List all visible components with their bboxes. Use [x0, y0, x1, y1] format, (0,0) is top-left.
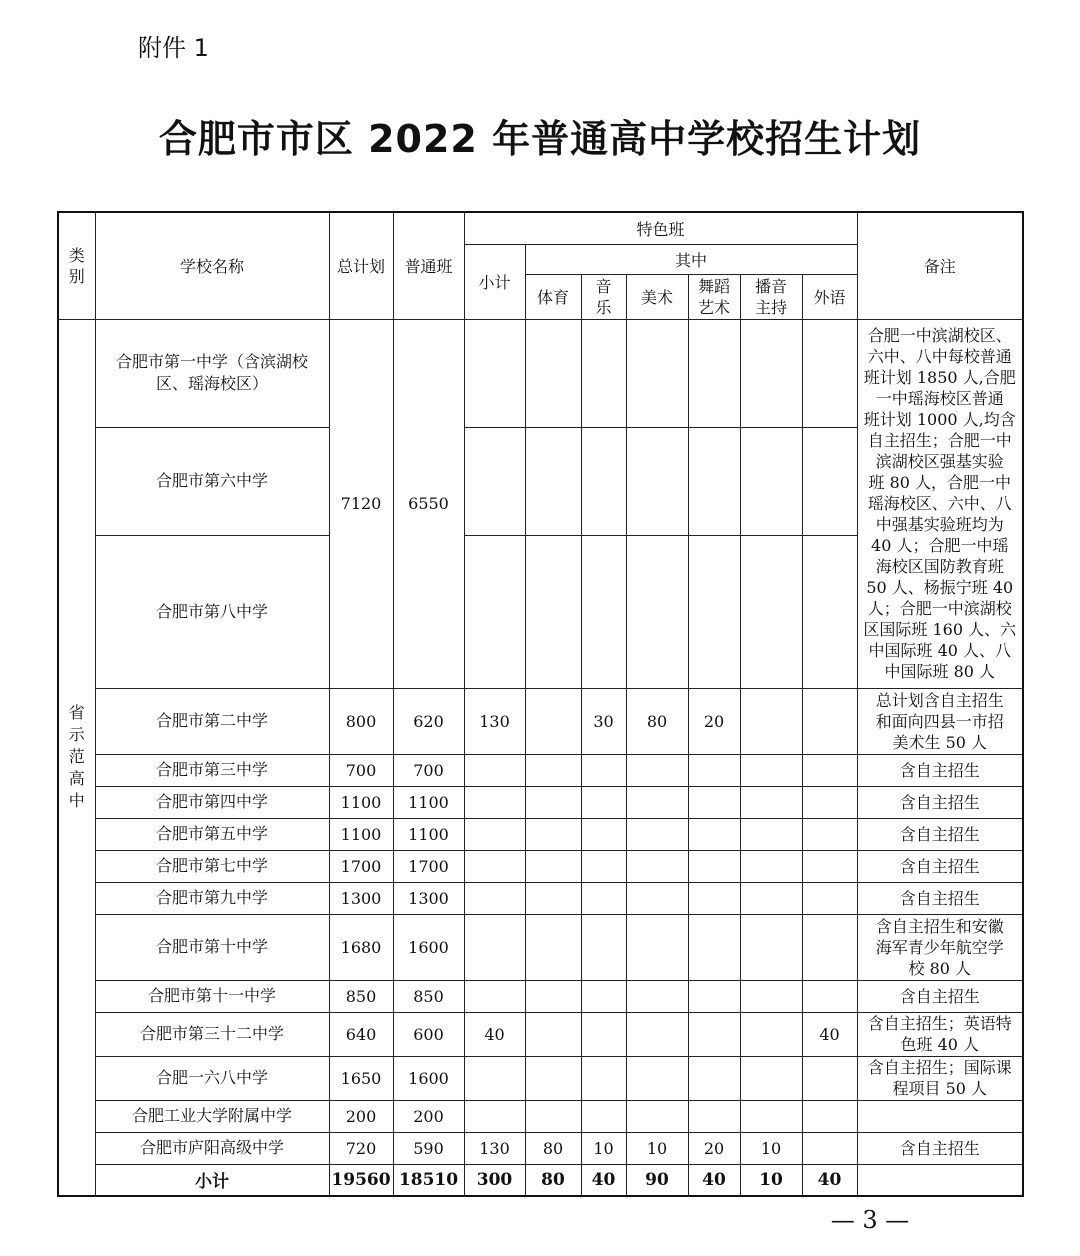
art-cell: 10	[626, 1132, 688, 1164]
pe-cell	[525, 914, 581, 980]
total-plan-cell: 720	[329, 1132, 393, 1164]
language-cell	[802, 850, 857, 882]
music-cell	[581, 914, 626, 980]
total-plan-cell: 1680	[329, 914, 393, 980]
music-cell	[581, 882, 626, 914]
note-line: 海校区国防教育班	[875, 557, 1004, 576]
note-line: 50 人、杨振宁班 40	[866, 578, 1014, 597]
regular-class-cell: 6550	[393, 319, 464, 688]
note-line: 含自主招生	[899, 1138, 980, 1158]
art-cell	[626, 535, 688, 688]
dance-cell	[688, 1056, 740, 1100]
note-line: 中强基实验班均为	[875, 515, 1004, 534]
note-line: 校 80 人	[908, 958, 972, 978]
header-special-class: 特色班	[464, 212, 857, 244]
dance-sum: 40	[688, 1164, 740, 1196]
pe-cell	[525, 427, 581, 535]
language-cell	[802, 818, 857, 850]
dance-cell	[688, 980, 740, 1012]
header-category-char-2: 别	[68, 266, 85, 286]
regular-class-cell: 620	[393, 688, 464, 754]
note-line: 40 人；合肥一中瑶	[871, 536, 1009, 555]
broadcast-cell	[740, 1056, 802, 1100]
note-line: 程项目 50 人	[892, 1079, 988, 1098]
pe-cell	[525, 535, 581, 688]
pe-cell	[525, 688, 581, 754]
music-cell	[581, 786, 626, 818]
notes-cell	[857, 914, 1023, 980]
dance-cell	[688, 786, 740, 818]
regular-class-cell: 200	[393, 1100, 464, 1132]
header-broadcast	[740, 274, 802, 319]
table-body	[58, 212, 1023, 1196]
subtotal-cell: 130	[464, 688, 525, 754]
subtotal-cell	[464, 818, 525, 850]
dance-cell	[688, 1100, 740, 1132]
broadcast-cell	[740, 850, 802, 882]
header-art: 美术	[626, 274, 688, 319]
category-char: 高	[68, 769, 85, 789]
note-line: 滨湖校区强基实验	[875, 452, 1004, 471]
table-row	[58, 850, 1023, 882]
header-music	[581, 274, 626, 319]
broadcast-cell	[740, 754, 802, 786]
language-cell	[802, 688, 857, 754]
table-row	[58, 818, 1023, 850]
table-row	[58, 688, 1023, 754]
note-line: 含自主招生	[899, 986, 980, 1006]
school-name: 合肥市第四中学	[95, 786, 329, 818]
school-name	[95, 535, 329, 688]
art-cell	[626, 1012, 688, 1056]
school-name-line: 合肥市第八中学	[155, 601, 268, 621]
regular-class-cell: 590	[393, 1132, 464, 1164]
subtotal-cell	[464, 1100, 525, 1132]
total-plan-cell: 640	[329, 1012, 393, 1056]
music-cell	[581, 850, 626, 882]
dance-cell: 20	[688, 688, 740, 754]
subtotal-cell	[464, 850, 525, 882]
broadcast-cell	[740, 535, 802, 688]
category-char: 示	[68, 725, 85, 745]
category-char: 范	[68, 747, 85, 767]
note-line: 美术生 50 人	[892, 732, 988, 752]
total-plan-cell: 1100	[329, 786, 393, 818]
broadcast-cell	[740, 882, 802, 914]
notes-cell	[857, 1056, 1023, 1100]
school-name: 合肥市第十中学	[95, 914, 329, 980]
music-cell	[581, 1012, 626, 1056]
total-plan-cell: 1300	[329, 882, 393, 914]
language-cell	[802, 786, 857, 818]
broadcast-cell	[740, 1100, 802, 1132]
subtotal-cell	[464, 882, 525, 914]
note-line: 含自主招生	[899, 760, 980, 780]
language-cell	[802, 535, 857, 688]
broadcast-cell	[740, 818, 802, 850]
pe-cell: 80	[525, 1132, 581, 1164]
subtotal-label: 小计	[95, 1164, 329, 1196]
enrollment-plan-table	[57, 211, 1024, 1197]
header-dance-line-2: 艺术	[697, 297, 730, 317]
dance-cell	[688, 882, 740, 914]
subtotal-sum: 300	[464, 1164, 525, 1196]
total-plan-cell: 1650	[329, 1056, 393, 1100]
header-category	[58, 212, 95, 319]
pe-cell	[525, 1100, 581, 1132]
note-line: 自主招生；合肥一中	[867, 431, 1012, 450]
table-row	[58, 1056, 1023, 1100]
school-name	[95, 319, 329, 427]
note-line: 和面向四县一市招	[875, 711, 1004, 731]
music-cell	[581, 818, 626, 850]
school-name-line: 合肥市第六中学	[155, 471, 268, 490]
school-name: 合肥市第七中学	[95, 850, 329, 882]
subtotal-row	[58, 1164, 1023, 1196]
total-plan-cell: 200	[329, 1100, 393, 1132]
school-name: 合肥工业大学附属中学	[95, 1100, 329, 1132]
notes-cell	[857, 1100, 1023, 1132]
language-cell	[802, 882, 857, 914]
school-name: 合肥市第三中学	[95, 754, 329, 786]
school-name: 合肥市第十一中学	[95, 980, 329, 1012]
dance-cell	[688, 1012, 740, 1056]
music-cell	[581, 980, 626, 1012]
school-name: 合肥市庐阳高级中学	[95, 1132, 329, 1164]
school-name: 合肥市第三十二中学	[95, 1012, 329, 1056]
subtotal-cell	[464, 980, 525, 1012]
broadcast-cell	[740, 1012, 802, 1056]
notes-cell	[857, 754, 1023, 786]
broadcast-sum: 10	[740, 1164, 802, 1196]
subtotal-cell	[464, 427, 525, 535]
table-row	[58, 786, 1023, 818]
header-subtotal: 小计	[464, 244, 525, 319]
total-plan-cell: 700	[329, 754, 393, 786]
regular-class-cell: 1100	[393, 786, 464, 818]
regular-class-cell: 1700	[393, 850, 464, 882]
header-dance-line-1: 舞蹈	[697, 276, 730, 296]
header-total-plan: 总计划	[329, 212, 393, 319]
table-row	[58, 980, 1023, 1012]
pe-cell	[525, 980, 581, 1012]
category-cell	[58, 319, 95, 1196]
attachment-label: 附件 1	[138, 34, 209, 62]
note-line: 班 80 人，合肥一中	[868, 473, 1012, 492]
total-plan-cell: 1700	[329, 850, 393, 882]
category-char: 省	[68, 703, 85, 723]
header-pe: 体育	[525, 274, 581, 319]
language-cell	[802, 427, 857, 535]
subtotal-cell	[464, 754, 525, 786]
notes-cell	[857, 882, 1023, 914]
table-row	[58, 882, 1023, 914]
art-cell	[626, 850, 688, 882]
pe-cell	[525, 754, 581, 786]
page-title: 合肥市市区 2022 年普通高中学校招生计划	[158, 117, 922, 161]
notes-cell	[857, 1132, 1023, 1164]
note-line: 含自主招生；国际课	[867, 1058, 1012, 1077]
notes-cell	[857, 319, 1023, 688]
pe-sum: 80	[525, 1164, 581, 1196]
art-sum: 90	[626, 1164, 688, 1196]
school-name: 合肥一六八中学	[95, 1056, 329, 1100]
music-cell	[581, 1056, 626, 1100]
dance-cell	[688, 427, 740, 535]
music-cell	[581, 535, 626, 688]
note-line: 海军青少年航空学	[875, 937, 1004, 957]
regular-class-sum: 18510	[393, 1164, 464, 1196]
subtotal-cell	[464, 914, 525, 980]
notes-cell	[857, 1012, 1023, 1056]
language-cell	[802, 914, 857, 980]
subtotal-cell	[464, 319, 525, 427]
art-cell	[626, 427, 688, 535]
subtotal-cell	[464, 1056, 525, 1100]
language-cell	[802, 319, 857, 427]
art-cell	[626, 914, 688, 980]
table-row	[58, 914, 1023, 980]
header-broadcast-line-1: 播音	[754, 276, 787, 296]
table-row	[58, 1132, 1023, 1164]
header-broadcast-line-2: 主持	[754, 297, 787, 317]
art-cell	[626, 754, 688, 786]
table-row	[58, 1100, 1023, 1132]
table-row	[58, 754, 1023, 786]
music-cell: 10	[581, 1132, 626, 1164]
note-line: 班计划 1850 人,合肥	[863, 368, 1016, 387]
header-among: 其中	[525, 244, 857, 274]
art-cell: 80	[626, 688, 688, 754]
note-line: 含自主招生	[899, 824, 980, 844]
music-sum: 40	[581, 1164, 626, 1196]
pe-cell	[525, 882, 581, 914]
music-cell: 30	[581, 688, 626, 754]
regular-class-cell: 1600	[393, 914, 464, 980]
dance-cell	[688, 319, 740, 427]
dance-cell	[688, 754, 740, 786]
regular-class-cell: 700	[393, 754, 464, 786]
school-name: 合肥市第五中学	[95, 818, 329, 850]
category-char: 中	[68, 791, 85, 811]
total-plan-cell: 1100	[329, 818, 393, 850]
total-plan-sum: 19560	[329, 1164, 393, 1196]
note-line: 人；合肥一中滨湖校	[867, 599, 1012, 618]
total-plan-cell: 800	[329, 688, 393, 754]
notes-cell	[857, 786, 1023, 818]
subtotal-cell	[464, 535, 525, 688]
header-category-char-1: 类	[68, 245, 85, 265]
table-row	[58, 1012, 1023, 1056]
note-line: 合肥一中滨湖校区、	[867, 326, 1012, 345]
note-line: 含自主招生	[899, 856, 980, 876]
regular-class-cell: 1100	[393, 818, 464, 850]
language-cell	[802, 1100, 857, 1132]
header-language: 外语	[802, 274, 857, 319]
pe-cell	[525, 786, 581, 818]
total-plan-cell: 7120	[329, 319, 393, 688]
note-line: 含自主招生和安徽	[875, 916, 1004, 936]
note-line: 总计划含自主招生	[875, 690, 1004, 710]
notes-sum	[857, 1164, 1023, 1196]
note-line: 班计划 1000 人,均含	[863, 410, 1016, 429]
art-cell	[626, 818, 688, 850]
language-cell	[802, 1056, 857, 1100]
art-cell	[626, 319, 688, 427]
music-cell	[581, 427, 626, 535]
school-name-line: 区、瑶海校区）	[155, 374, 268, 393]
language-cell	[802, 1132, 857, 1164]
language-cell	[802, 980, 857, 1012]
pe-cell	[525, 1056, 581, 1100]
dance-cell	[688, 914, 740, 980]
art-cell	[626, 882, 688, 914]
regular-class-cell: 850	[393, 980, 464, 1012]
pe-cell	[525, 1012, 581, 1056]
language-sum: 40	[802, 1164, 857, 1196]
header-regular-class: 普通班	[393, 212, 464, 319]
music-cell	[581, 319, 626, 427]
language-cell	[802, 754, 857, 786]
dance-cell	[688, 535, 740, 688]
note-line: 六中、八中每校普通	[867, 347, 1012, 366]
broadcast-cell: 10	[740, 1132, 802, 1164]
subtotal-cell: 130	[464, 1132, 525, 1164]
music-cell	[581, 1100, 626, 1132]
note-line: 含自主招生	[899, 888, 980, 908]
header-school-name: 学校名称	[95, 212, 329, 319]
header-music-line-2: 乐	[595, 297, 612, 317]
notes-cell	[857, 688, 1023, 754]
regular-class-cell: 1600	[393, 1056, 464, 1100]
note-line: 区国际班 160 人、六	[863, 620, 1017, 639]
subtotal-cell	[464, 786, 525, 818]
art-cell	[626, 1056, 688, 1100]
regular-class-cell: 1300	[393, 882, 464, 914]
broadcast-cell	[740, 688, 802, 754]
art-cell	[626, 1100, 688, 1132]
notes-cell	[857, 818, 1023, 850]
header-dance	[688, 274, 740, 319]
dance-cell: 20	[688, 1132, 740, 1164]
broadcast-cell	[740, 319, 802, 427]
note-line: 色班 40 人	[900, 1035, 980, 1054]
pe-cell	[525, 319, 581, 427]
broadcast-cell	[740, 786, 802, 818]
school-name: 合肥市第二中学	[95, 688, 329, 754]
pe-cell	[525, 818, 581, 850]
pe-cell	[525, 850, 581, 882]
art-cell	[626, 786, 688, 818]
note-line: 含自主招生	[899, 792, 980, 812]
header-notes: 备注	[857, 212, 1023, 319]
broadcast-cell	[740, 980, 802, 1012]
school-name	[95, 427, 329, 535]
header-music-line-1: 音	[595, 276, 612, 296]
table-row	[58, 319, 1023, 427]
broadcast-cell	[740, 914, 802, 980]
dance-cell	[688, 818, 740, 850]
dance-cell	[688, 850, 740, 882]
note-line: 中国际班 80 人	[884, 662, 996, 681]
subtotal-cell: 40	[464, 1012, 525, 1056]
header-row-1	[58, 212, 1023, 244]
language-cell: 40	[802, 1012, 857, 1056]
note-line: 含自主招生；英语特	[867, 1014, 1012, 1033]
notes-cell	[857, 850, 1023, 882]
art-cell	[626, 980, 688, 1012]
notes-cell	[857, 980, 1023, 1012]
note-line: 中国际班 40 人、八	[868, 641, 1012, 660]
note-line: 一中瑶海校区普通	[875, 389, 1004, 408]
school-name: 合肥市第九中学	[95, 882, 329, 914]
broadcast-cell	[740, 427, 802, 535]
total-plan-cell: 850	[329, 980, 393, 1012]
school-name-line: 合肥市第一中学（含滨湖校	[115, 352, 308, 371]
music-cell	[581, 754, 626, 786]
regular-class-cell: 600	[393, 1012, 464, 1056]
page-number: — 3 —	[830, 1206, 910, 1234]
note-line: 瑶海校区、六中、八	[867, 494, 1012, 513]
